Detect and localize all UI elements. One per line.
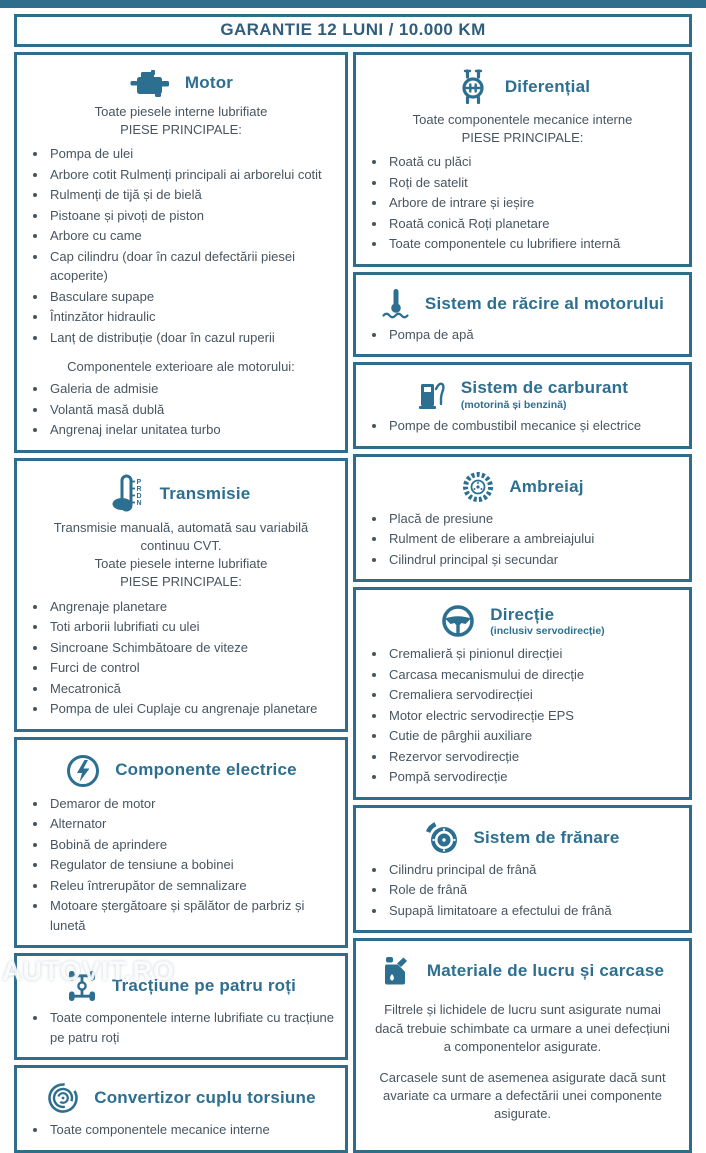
section-subtitle: (motorină și benzină) <box>460 398 567 411</box>
list-item: • Roată conică Roți planetare <box>387 214 682 234</box>
section-title: Componente electrice <box>115 760 297 780</box>
carburant-title-block <box>461 379 628 411</box>
list-item: • Angrenaje planetare <box>48 597 338 617</box>
list-item: • Alternator <box>48 814 338 834</box>
racire-list <box>363 325 682 345</box>
motor-intro-line: PIESE PRINCIPALE: <box>120 122 242 138</box>
list-item: • Roată cu plăci <box>387 152 682 172</box>
section-racire <box>353 272 692 358</box>
list-item: • Arbore de intrare și ieșire <box>387 193 682 213</box>
list-item: • Supapă limitatoare a efectului de frână <box>387 901 682 921</box>
transmisie-header <box>24 474 338 514</box>
svg-text:R: R <box>136 485 142 493</box>
motor-intro-line: Toate piesele interne lubrifiate <box>94 104 268 119</box>
list-item: • Mecatronică <box>48 679 338 699</box>
section-title: Convertizor cuplu torsiune <box>94 1087 316 1107</box>
franare-header <box>363 821 682 855</box>
section-title: Motor <box>184 72 234 92</box>
list-item: • Toate componentele cu lubrifiere internă <box>387 234 682 254</box>
gear-shifter-icon <box>112 474 146 514</box>
four-wheel-drive-icon <box>66 969 98 1003</box>
motor-exterior-subheading: Componentele exterioare ale motorului: <box>67 359 295 375</box>
convertizor-list <box>24 1120 338 1140</box>
engine-icon <box>129 68 171 98</box>
clutch-disc-icon <box>461 470 495 504</box>
list-item: • Cilindrul principal și secundar <box>387 550 682 570</box>
carburant-header <box>363 378 682 411</box>
diferential-intro-line: Toate componentele mecanice interne <box>412 112 633 127</box>
svg-text:P: P <box>136 478 141 486</box>
list-item: • Furci de control <box>48 658 338 678</box>
list-item: • Role de frână <box>387 880 682 900</box>
list-item: • Cap cilindru (doar în cazul defectării piesei acoperite) <box>48 247 338 286</box>
section-franare <box>353 805 692 934</box>
lightning-icon <box>65 753 101 789</box>
torque-converter-icon <box>46 1081 80 1115</box>
motor-header <box>24 68 338 98</box>
ambreiaj-header <box>363 470 682 504</box>
materiale-paragraph: Carcasele sunt de asemenea asigurate dacă sunt avariate ca urmare a defectării unei componente asigurate. <box>379 1069 666 1122</box>
list-item: • Toti arborii lubrifiati cu ulei <box>48 617 338 637</box>
list-item: • Toate componentele interne lubrifiate cu tracțiune pe patru roți <box>48 1008 338 1047</box>
section-title: Direcție <box>490 604 555 624</box>
top-accent-bar <box>0 0 706 8</box>
electrice-list <box>24 794 338 936</box>
materiale-header <box>363 954 682 988</box>
list-item: • Rulment de eliberare a ambreiajului <box>387 529 682 549</box>
transmisie-list <box>24 597 338 719</box>
svg-text:D: D <box>136 492 142 500</box>
fuel-pump-icon <box>417 378 447 411</box>
section-convertizor <box>14 1065 348 1153</box>
section-diferential <box>353 52 692 267</box>
list-item: • Rulmenți de tijă și de bielă <box>48 185 338 205</box>
directie-title-block <box>490 606 604 638</box>
motor-list <box>24 144 338 347</box>
tractiune-header <box>24 969 338 1003</box>
tractiune-list <box>24 1008 338 1047</box>
franare-list <box>363 860 682 921</box>
list-item: • Arbore cu came <box>48 226 338 246</box>
two-column-layout <box>14 52 692 1153</box>
list-item: • Bobină de aprindere <box>48 835 338 855</box>
list-item: • Demaror de motor <box>48 794 338 814</box>
section-title: Sistem de frănare <box>473 827 620 847</box>
list-item: • Pompa de apă <box>387 325 682 345</box>
list-item: • Roți de satelit <box>387 173 682 193</box>
materiale-paragraph: Filtrele și lichidele de lucru sunt asigurate numai dacă trebuie schimbate ca urmare a unei defecțiuni a componentelor asigurate. <box>375 1002 670 1054</box>
svg-text:N: N <box>136 499 142 507</box>
list-item: • Arbore cotit Rulmenți principali ai arborelui cotit <box>48 165 338 185</box>
list-item: • Carcasa mecanismului de direcție <box>387 665 682 685</box>
list-item: • Pompe de combustibil mecanice și electrice <box>387 416 682 436</box>
list-item: • Rezervor servodirecție <box>387 747 682 767</box>
list-item: • Motoare ștergătoare și spălător de parbriz și lunetă <box>48 896 338 935</box>
list-item: • Pompa de ulei Cuplaje cu angrenaje planetare <box>48 699 338 719</box>
section-title: Materiale de lucru și carcase <box>426 961 665 981</box>
section-title: Diferențial <box>504 76 591 96</box>
directie-header <box>363 603 682 639</box>
section-title: Transmisie <box>159 483 251 503</box>
ambreiaj-list <box>363 509 682 570</box>
section-motor <box>14 52 348 453</box>
steering-wheel-icon <box>440 603 476 639</box>
list-item: • Întinzător hidraulic <box>48 307 338 327</box>
list-item: • Cutie de pârghii auxiliare <box>387 726 682 746</box>
section-subtitle: (inclusiv servodirecție) <box>490 625 605 638</box>
thermometer-icon <box>381 288 411 320</box>
list-item: • Cilindru principal de frână <box>387 860 682 880</box>
list-item: • Pompă servodirecție <box>387 767 682 787</box>
page-title-box <box>14 14 692 47</box>
directie-list <box>363 644 682 787</box>
section-ambreiaj <box>353 454 692 583</box>
list-item: • Regulator de tensiune a bobinei <box>48 855 338 875</box>
list-item: • Galeria de admisie <box>48 379 338 399</box>
racire-header <box>363 288 682 320</box>
section-transmisie <box>14 458 348 732</box>
section-directie <box>353 587 692 800</box>
list-item: • Cremaliera servodirecției <box>387 685 682 705</box>
list-item: • Releu întrerupător de semnalizare <box>48 876 338 896</box>
warranty-sheet <box>14 14 692 1153</box>
differential-icon <box>455 68 491 106</box>
list-item: • Placă de presiune <box>387 509 682 529</box>
list-item: • Volantă masă dublă <box>48 400 338 420</box>
carburant-list <box>363 416 682 436</box>
diferential-intro-line: PIESE PRINCIPALE: <box>461 130 584 146</box>
list-item: • Angrenaj inelar unitatea turbo <box>48 420 338 440</box>
section-tractiune <box>14 953 348 1060</box>
section-title: Sistem de carburant <box>460 378 629 398</box>
transmisie-intro-line: PIESE PRINCIPALE: <box>120 574 242 590</box>
right-column <box>353 52 692 1153</box>
diferential-header <box>363 68 682 106</box>
list-item: • Motor electric servodirecție EPS <box>387 706 682 726</box>
autovit-watermark: AUTOVIT.RO <box>2 956 176 986</box>
brake-disc-icon <box>425 821 459 855</box>
transmisie-intro-line: Transmisie manuală, automată sau variabilă continuu CVT. <box>53 519 309 554</box>
page-title: GARANTIE 12 LUNI / 10.000 KM <box>220 20 486 39</box>
section-title: Ambreiaj <box>509 476 584 496</box>
list-item: • Pistoane și pivoți de piston <box>48 206 338 226</box>
section-componente-electrice <box>14 737 348 949</box>
list-item: • Cremalieră și pinionul direcției <box>387 644 682 664</box>
list-item: • Pompa de ulei <box>48 144 338 164</box>
oil-canister-icon <box>381 954 413 988</box>
diferential-list <box>363 152 682 254</box>
electrice-header <box>24 753 338 789</box>
section-title: Tracțiune pe patru roți <box>111 975 297 995</box>
convertizor-header <box>24 1081 338 1115</box>
transmisie-intro-line: Toate piesele interne lubrifiate <box>94 556 268 572</box>
section-materiale <box>353 938 692 1152</box>
list-item: • Lanț de distribuție (doar în cazul ruperii <box>48 328 338 348</box>
list-item: • Sincroane Schimbătoare de viteze <box>48 638 338 658</box>
left-column <box>14 52 348 1153</box>
list-item: • Toate componentele mecanice interne <box>48 1120 338 1140</box>
list-item: • Basculare supape <box>48 287 338 307</box>
section-carburant <box>353 362 692 449</box>
motor-exterior-list <box>24 379 338 440</box>
section-title: Sistem de răcire al motorului <box>424 293 665 313</box>
